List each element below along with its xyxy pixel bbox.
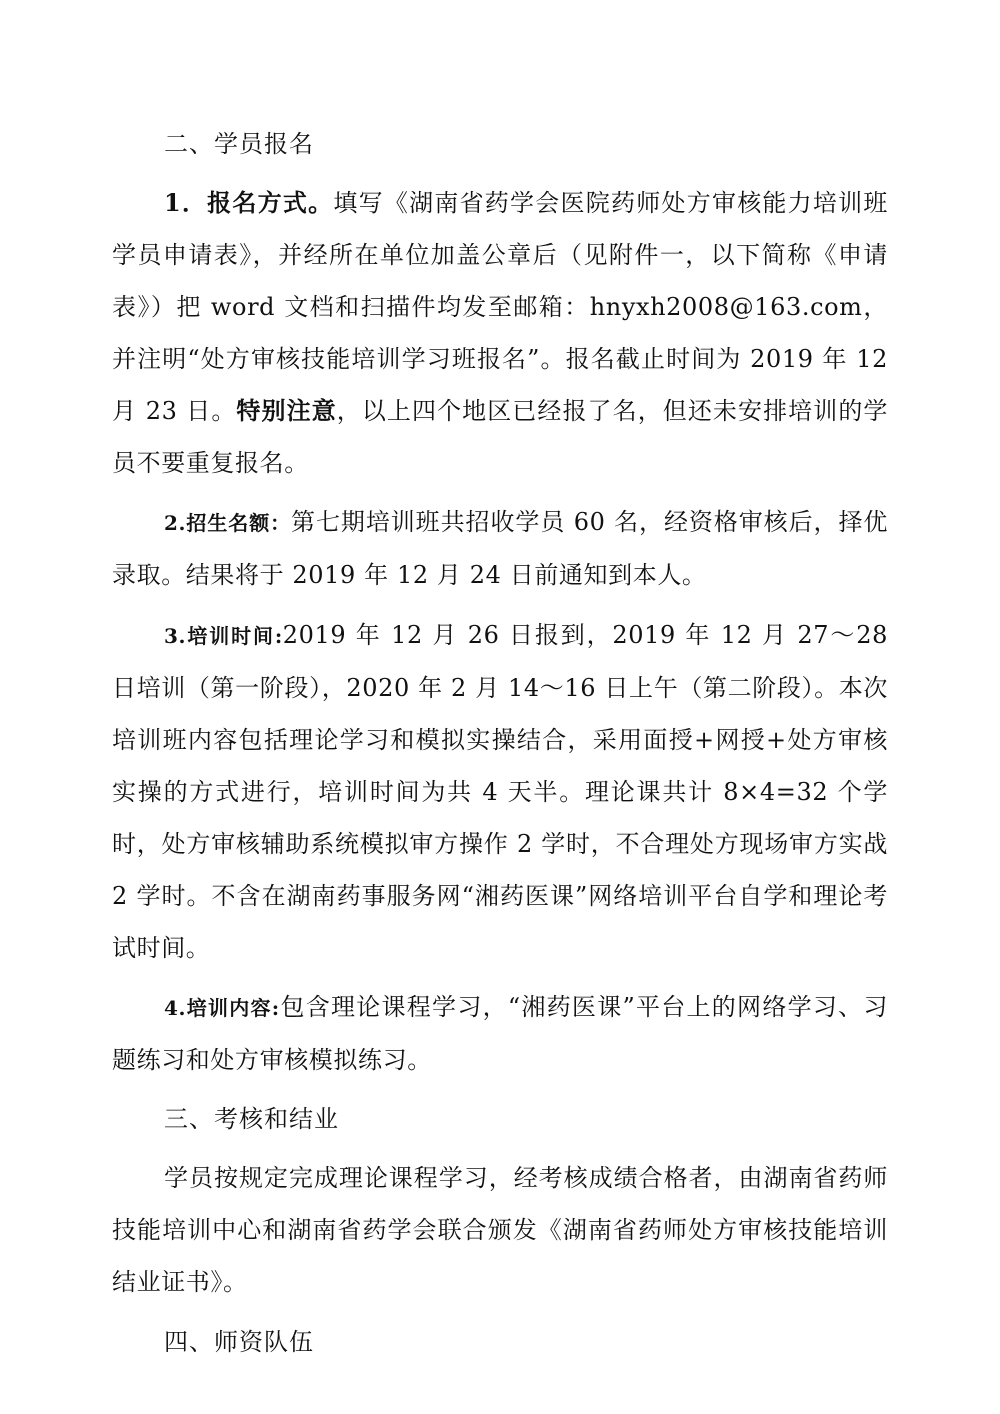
section-heading-registration: 二、学员报名 [164, 130, 314, 158]
paragraph-tail: ，以上四个地区已经报了名，但还未安排培训的学员不要重复报名。 [112, 397, 889, 477]
paragraph-lead: 3.培训时间: [164, 624, 283, 648]
paragraph-lead: 1．报名方式。 [164, 188, 334, 217]
paragraph-training-content [112, 981, 888, 1086]
paragraph-text: 包含理论课程学习，“湘药医课”平台上的网络学习、习题练习和处方审核模拟练习。 [112, 993, 888, 1074]
paragraph-text: 填写《湖南省药学会医院药师处方审核能力培训班学员申请表》，并经所在单位加盖公章后（见附件一，以下简称《申请表》）把 word 文档和扫描件均发至邮箱：hnyxh2008@163.com，并注明“处方审核技能培训学习班报名”。报名截止时间为 2019 年 12 月 23 日。 [112, 189, 888, 425]
paragraph-text: 第七期培训班共招收学员 60 名，经资格审核后，择优录取。结果将于 2019 年 12 月 24 日前通知到本人。 [112, 508, 888, 589]
emphasis-text: 特别注意 [236, 396, 337, 425]
paragraph-registration-method [112, 177, 888, 489]
paragraph-enrollment-quota [112, 496, 888, 601]
document-page [112, 118, 888, 1368]
paragraph-text: 学员按规定完成理论课程学习，经考核成绩合格者，由湖南省药师技能培训中心和湖南省药学会联合颁发《湖南省药师处方审核技能培训结业证书》。 [112, 1164, 888, 1296]
paragraph-training-time [112, 609, 888, 974]
paragraph-lead: 2.招生名额： [164, 511, 292, 535]
section-heading-faculty: 四、师资队伍 [164, 1328, 314, 1356]
paragraph-text: 2019 年 12 月 26 日报到，2019 年 12 月 27～28 日培训（第一阶段），2020 年 2 月 14～16 日上午（第二阶段）。本次培训班内容包括理论学习和模拟实操结合，采用面授+网授+处方审核实操的方式进行，培训时间为共 4 天半。理论课共计 8×4=32 个学时，处方审核辅助系统模拟审方操作 2 学时，不合理处方现场审方实战 2 学时。不含在湖南药事服务网“湘药医课”网络培训平台自学和理论考试时间。 [112, 621, 888, 962]
paragraph-lead: 4.培训内容: [164, 996, 280, 1020]
section-heading-assessment: 三、考核和结业 [164, 1105, 339, 1133]
paragraph-assessment [112, 1152, 888, 1308]
